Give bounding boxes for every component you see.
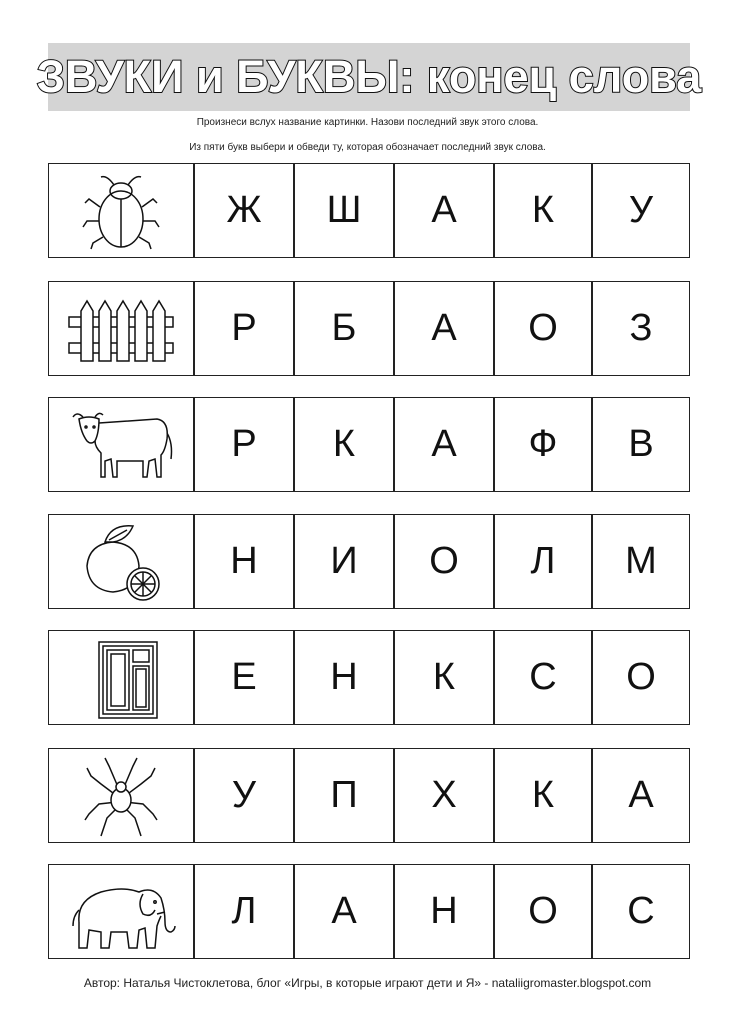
picture-cell (48, 514, 194, 609)
letter-option[interactable]: С (592, 864, 690, 959)
letter-option[interactable]: А (394, 397, 494, 492)
letter-option[interactable]: Р (194, 397, 294, 492)
letter-option[interactable]: Р (194, 281, 294, 376)
author-footer: Автор: Наталья Чистоклетова, блог «Игры, в которые играют дети и Я» - nataliigromaster.blogspot.com (83, 976, 652, 990)
letter-option[interactable]: Ж (194, 163, 294, 258)
letter-option[interactable]: З (592, 281, 690, 376)
exercise-row (48, 163, 690, 258)
letter-option[interactable]: К (394, 630, 494, 725)
letter-option[interactable]: Н (294, 630, 394, 725)
letter-option[interactable]: Ф (494, 397, 592, 492)
letter-option[interactable]: К (494, 163, 592, 258)
letter-option[interactable]: О (494, 281, 592, 376)
letter-option[interactable]: Ш (294, 163, 394, 258)
picture-cell (48, 748, 194, 843)
letter-option[interactable]: О (494, 864, 592, 959)
picture-cell (48, 281, 194, 376)
letter-option[interactable]: А (294, 864, 394, 959)
picture-cell (48, 163, 194, 258)
title-banner (36, 43, 702, 111)
exercise-row (48, 281, 690, 376)
picture-cell (48, 630, 194, 725)
letter-option[interactable]: Н (194, 514, 294, 609)
letter-option[interactable]: А (394, 281, 494, 376)
window-icon (61, 636, 181, 720)
instruction-1: Произнеси вслух название картинки. Назови последний звук этого слова. (196, 117, 539, 128)
elephant-icon (61, 870, 181, 954)
fence-icon (61, 287, 181, 371)
letter-option[interactable]: О (592, 630, 690, 725)
exercise-row (48, 397, 690, 492)
exercise-row (48, 864, 690, 959)
instruction-2: Из пяти букв выбери и обведи ту, которая обозначает последний звук слова. (189, 142, 546, 153)
letter-option[interactable]: Б (294, 281, 394, 376)
letter-option[interactable]: М (592, 514, 690, 609)
letter-option[interactable]: А (592, 748, 690, 843)
letter-option[interactable]: П (294, 748, 394, 843)
exercise-row (48, 514, 690, 609)
letter-option[interactable]: Л (494, 514, 592, 609)
beetle-icon (61, 169, 181, 253)
letter-option[interactable]: С (494, 630, 592, 725)
letter-option[interactable]: Н (394, 864, 494, 959)
letter-option[interactable]: И (294, 514, 394, 609)
letter-option[interactable]: Х (394, 748, 494, 843)
letter-option[interactable]: У (592, 163, 690, 258)
letter-option[interactable]: У (194, 748, 294, 843)
letter-option[interactable]: Л (194, 864, 294, 959)
letter-option[interactable]: К (494, 748, 592, 843)
exercise-row (48, 630, 690, 725)
exercise-row (48, 748, 690, 843)
spider-icon (61, 754, 181, 838)
lemon-icon (61, 520, 181, 604)
letter-option[interactable]: В (592, 397, 690, 492)
letter-option[interactable]: О (394, 514, 494, 609)
page-title: ЗВУКИ и БУКВЫ: конец слова (36, 51, 702, 102)
bull-icon (61, 403, 181, 487)
picture-cell (48, 397, 194, 492)
letter-option[interactable]: Е (194, 630, 294, 725)
letter-option[interactable]: А (394, 163, 494, 258)
letter-option[interactable]: К (294, 397, 394, 492)
picture-cell (48, 864, 194, 959)
